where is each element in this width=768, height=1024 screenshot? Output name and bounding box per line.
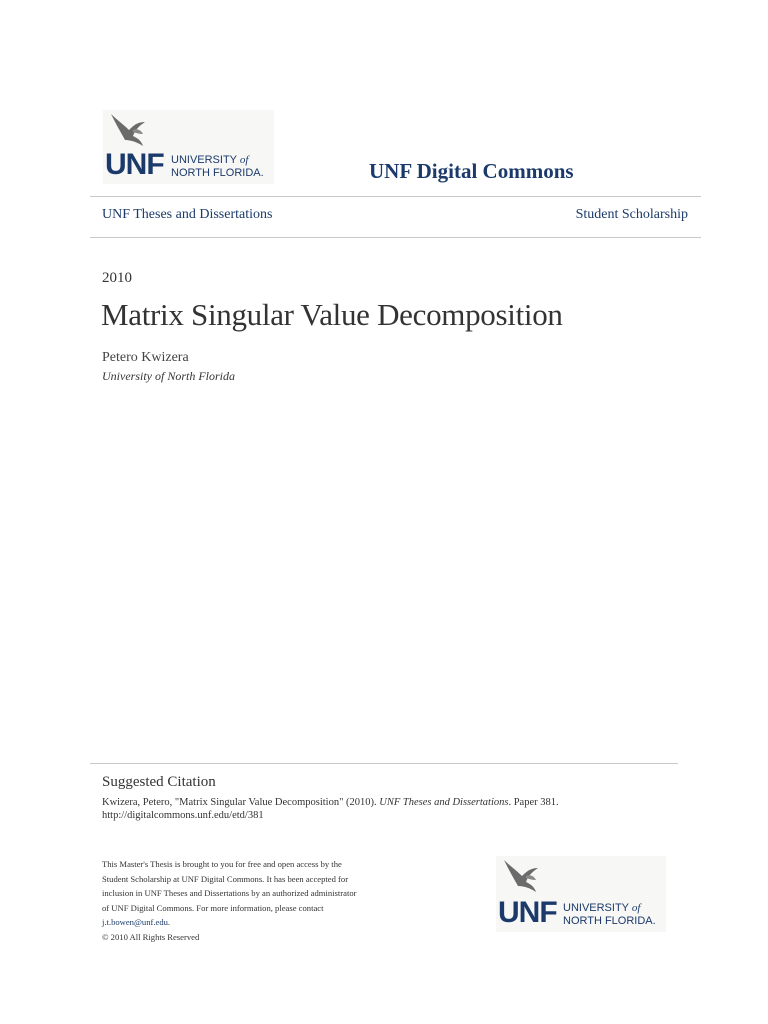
nav-link-student-scholarship[interactable]: Student Scholarship	[575, 207, 688, 222]
citation-divider	[90, 763, 678, 764]
header-divider-top	[90, 196, 701, 197]
publication-year: 2010	[102, 270, 132, 286]
logo-wordmark: UNF	[105, 148, 164, 181]
header-divider-bottom	[90, 237, 701, 238]
osprey-icon	[103, 110, 163, 152]
osprey-icon	[496, 856, 556, 900]
unf-logo-bottom[interactable]	[496, 856, 666, 932]
contact-email-link[interactable]: j.t.bowen@unf.edu	[102, 917, 168, 927]
copyright-text: © 2010 All Rights Reserved	[102, 931, 200, 942]
citation-heading: Suggested Citation	[102, 774, 216, 790]
logo-wordmark: UNF	[498, 896, 557, 929]
access-notice: This Master's Thesis is brought to you for free and open access by the Student Scholarship at UNF Digital Commons. It has been accepted for inclusion in UNF Theses and Dissertations by an authorized administrator of UNF Digital Commons. For more information, please contact j.t.bowen@unf.edu. © 2010 All Rights Reserved	[102, 859, 357, 942]
citation-url[interactable]: http://digitalcommons.unf.edu/etd/381	[102, 810, 264, 821]
document-title: Matrix Singular Value Decomposition	[101, 297, 563, 332]
citation-text: Kwizera, Petero, "Matrix Singular Value Decomposition" (2010). UNF Theses and Dissertations. Paper 381. http://digitalcommons.unf.edu/etd/381	[102, 797, 559, 821]
logo-university-text: UNIVERSITY of NORTH FLORIDA.	[563, 902, 656, 927]
logo-university-text: UNIVERSITY of NORTH FLORIDA.	[171, 154, 264, 179]
author-affiliation: University of North Florida	[102, 369, 235, 383]
site-title-link[interactable]: UNF Digital Commons	[369, 159, 574, 183]
nav-link-theses-dissertations[interactable]: UNF Theses and Dissertations	[102, 207, 273, 222]
author-name: Petero Kwizera	[102, 350, 189, 365]
unf-logo-top[interactable]	[103, 110, 274, 184]
